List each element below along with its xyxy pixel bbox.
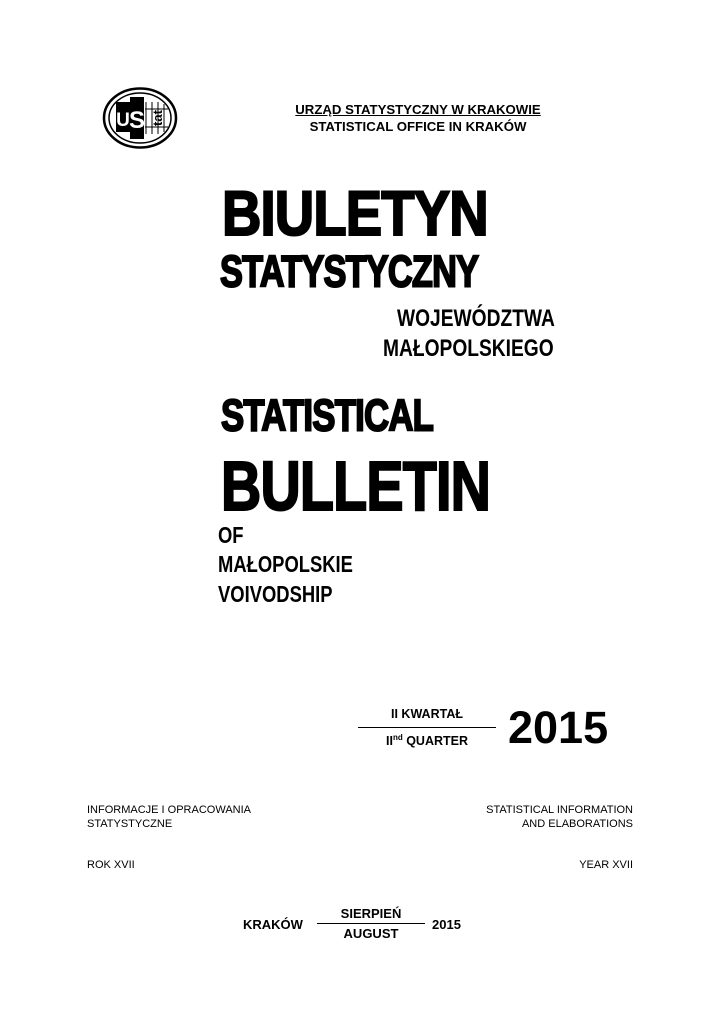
quarter-en-ordinal: nd bbox=[392, 733, 403, 742]
svg-text:U: U bbox=[116, 110, 130, 131]
svg-text:S: S bbox=[128, 107, 146, 134]
footer-month-divider bbox=[317, 923, 425, 924]
ustat-logo bbox=[102, 87, 178, 149]
footer-month-pl: SIERPIEŃ bbox=[340, 906, 402, 921]
series-pl-line1: INFORMACJE I OPRACOWANIA bbox=[87, 804, 251, 816]
series-pl bbox=[87, 803, 251, 831]
office-name-pl: URZĄD STATYSTYCZNY W KRAKOWIE bbox=[295, 102, 541, 117]
title-statystyczny: STATYSTYCZNY bbox=[220, 246, 479, 297]
office-name-en: STATISTICAL OFFICE IN KRAKÓW bbox=[309, 119, 527, 134]
subtitle-malopolskiego: MAŁOPOLSKIEGO bbox=[383, 335, 554, 362]
logo-mark bbox=[102, 87, 178, 149]
subtitle-of: OF bbox=[218, 522, 244, 548]
footer-year: 2015 bbox=[432, 917, 461, 932]
series-en-line2: AND ELABORATIONS bbox=[521, 818, 633, 830]
volume-pl: ROK XVII bbox=[87, 859, 135, 871]
series-pl-line2: STATYSTYCZNE bbox=[87, 818, 173, 830]
series-en-line1: STATISTICAL INFORMATION bbox=[486, 804, 633, 816]
footer-city: KRAKÓW bbox=[243, 917, 303, 932]
svg-text:tat: tat bbox=[150, 110, 165, 126]
issue-year: 2015 bbox=[508, 702, 609, 753]
quarter-en-prefix: II bbox=[385, 734, 393, 748]
volume-en: YEAR XVII bbox=[579, 859, 633, 871]
title-biuletyn: BIULETYN bbox=[222, 178, 488, 250]
series-en bbox=[486, 803, 633, 831]
footer-month-en: AUGUST bbox=[343, 926, 399, 941]
quarter-pl: II KWARTAŁ bbox=[391, 707, 463, 721]
title-bulletin: BULLETIN bbox=[221, 447, 491, 526]
quarter-en-suffix: QUARTER bbox=[406, 734, 469, 748]
subtitle-malopolskie: MAŁOPOLSKIE bbox=[218, 551, 353, 577]
subtitle-wojewodztwa: WOJEWÓDZTWA bbox=[397, 305, 555, 332]
title-statistical: STATISTICAL bbox=[221, 390, 434, 441]
quarter-divider bbox=[358, 727, 496, 728]
subtitle-voivodship: VOIVODSHIP bbox=[218, 581, 333, 607]
quarter-en bbox=[358, 733, 496, 748]
